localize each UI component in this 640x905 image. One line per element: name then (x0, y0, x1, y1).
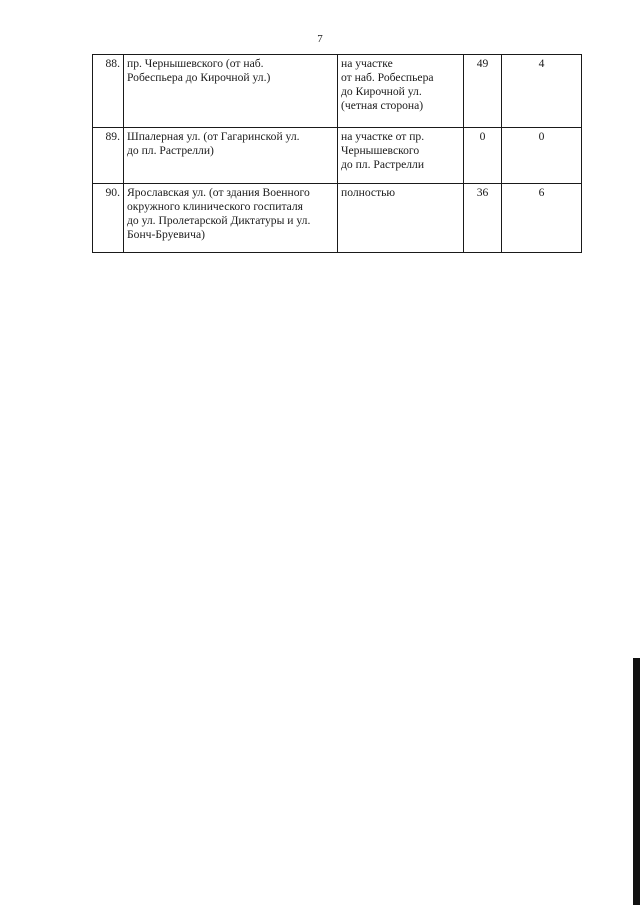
scan-edge-artifact (633, 658, 640, 905)
page-number: 7 (317, 33, 323, 45)
street-name-line: Ярославская ул. (от здания Военного (127, 186, 310, 199)
value-cell-2: 0 (502, 128, 582, 184)
street-name-line: окружного клинического госпиталя (127, 200, 304, 213)
section-line: (четная сторона) (341, 99, 424, 112)
value-cell-1: 0 (464, 128, 502, 184)
table-row (93, 55, 582, 128)
value-cell-1: 36 (464, 184, 502, 253)
section-line: полностью (341, 186, 396, 199)
section-cell (338, 55, 464, 128)
street-name-line: до ул. Пролетарской Диктатуры и ул. (127, 214, 311, 227)
section-line: Чернышевского (341, 144, 420, 157)
table-row (93, 184, 582, 253)
row-number: 88. (93, 55, 124, 128)
section-line: на участке (341, 57, 393, 70)
section-line: до Кирочной ул. (341, 85, 422, 98)
row-number: 90. (93, 184, 124, 253)
streets-table (92, 54, 582, 253)
section-line: на участке от пр. (341, 130, 425, 143)
street-name-line: Бонч-Бруевича) (127, 228, 205, 241)
street-name-cell (124, 55, 338, 128)
street-name-line: Шпалерная ул. (от Гагаринской ул. (127, 130, 300, 143)
street-name-line: пр. Чернышевского (от наб. (127, 57, 264, 70)
section-cell (338, 184, 464, 253)
row-number: 89. (93, 128, 124, 184)
section-line: от наб. Робеспьера (341, 71, 434, 84)
table-row (93, 128, 582, 184)
section-cell (338, 128, 464, 184)
street-name-cell (124, 184, 338, 253)
value-cell-2: 4 (502, 55, 582, 128)
street-name-cell (124, 128, 338, 184)
street-name-line: до пл. Растрелли) (127, 144, 214, 157)
value-cell-1: 49 (464, 55, 502, 128)
section-line: до пл. Растрелли (341, 158, 425, 171)
value-cell-2: 6 (502, 184, 582, 253)
street-name-line: Робеспьера до Кирочной ул.) (127, 71, 271, 84)
